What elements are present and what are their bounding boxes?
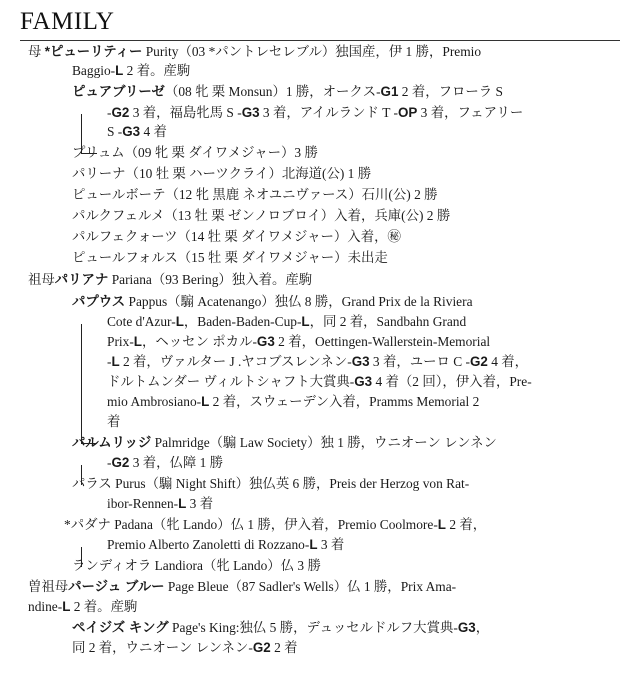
text-line <box>72 293 473 311</box>
text-segment: 2 着。産駒 <box>123 63 191 78</box>
text-line <box>28 598 137 616</box>
text-line <box>107 104 523 122</box>
text-segment: パルクフェルメ（13 牡 栗 ゼンノロブロイ）入着，兵庫(公) 2 勝 <box>72 208 451 223</box>
bracket-line <box>81 547 82 567</box>
text-line <box>72 475 469 493</box>
text-line <box>107 413 120 431</box>
text-segment: ，ヘッセン ポカル- <box>141 334 257 349</box>
bold-segment: G2 <box>252 640 271 655</box>
bold-segment: パリアナ <box>54 272 109 287</box>
bracket-line <box>81 114 82 154</box>
text-segment: Pappus（騸 Acatenango）独仏 8 勝，Grand Prix de la Riviera <box>125 294 473 309</box>
text-segment: プリュム（09 牝 栗 ダイワメジャー）3 勝 <box>72 145 318 160</box>
text-segment: パリーナ（10 牡 栗 ハーツクライ）北海道(公) 1 勝 <box>72 166 372 181</box>
text-line <box>72 62 190 80</box>
bold-segment: G3 <box>122 124 141 139</box>
bold-segment: L <box>175 314 184 329</box>
text-segment: ランディオラ Landiora（牝 Lando）仏 3 勝 <box>72 558 321 573</box>
text-line <box>107 393 479 411</box>
text-line <box>72 186 438 204</box>
text-segment: 母 <box>28 44 45 59</box>
bold-segment: G3 <box>256 334 275 349</box>
text-segment: 3 着 <box>317 537 345 552</box>
text-segment: - <box>107 354 112 369</box>
bracket-line <box>81 324 82 444</box>
text-segment: 4 着， <box>487 354 529 369</box>
text-segment: Prix- <box>107 334 134 349</box>
text-line <box>72 207 450 225</box>
bold-segment: パージュ ブルー <box>68 579 165 594</box>
bold-segment: G1 <box>380 84 399 99</box>
text-segment: ピュールフォルス（15 牡 栗 ダイワメジャー）未出走 <box>72 250 388 265</box>
text-segment: 2 着，ヴァルター J .ヤコブスレンネン- <box>119 354 352 369</box>
bold-segment: G2 <box>111 455 130 470</box>
bold-segment: G3 <box>351 354 370 369</box>
text-segment: 3 着，ユーロ C - <box>369 354 470 369</box>
bold-segment: L <box>309 537 318 552</box>
text-line <box>72 557 321 575</box>
text-line <box>72 249 388 267</box>
text-segment: 着 <box>107 414 121 429</box>
text-segment: ，Baden-Baden-Cup- <box>183 314 302 329</box>
text-segment: ピュールボーテ（12 牝 黒鹿 ネオユニヴァース）石川(公) 2 勝 <box>72 187 438 202</box>
text-segment: 2 着 <box>270 640 298 655</box>
text-segment: 2 着，Oettingen-Wallerstein-Memorial <box>274 334 491 349</box>
text-segment: Premio Alberto Zanoletti di Rozzano- <box>107 537 310 552</box>
text-line <box>107 333 490 351</box>
bold-segment: G3 <box>241 105 260 120</box>
bracket-tick <box>81 443 97 444</box>
bold-segment: L <box>62 599 71 614</box>
text-segment: パラス Purus（騸 Night Shift）独仏英 6 勝，Preis der Herzog von Rat- <box>72 476 470 491</box>
text-line <box>72 434 497 452</box>
text-line <box>72 228 401 246</box>
text-segment: ，同 2 着，Sandbahn Grand <box>309 314 467 329</box>
bold-segment: パルムリッジ <box>72 435 152 450</box>
text-line <box>107 454 223 472</box>
text-segment: S - <box>107 124 123 139</box>
text-segment: 3 着，福島牝馬 S - <box>129 105 242 120</box>
text-line <box>64 516 486 534</box>
text-line <box>28 43 481 61</box>
text-line <box>28 271 312 289</box>
text-segment: Page's King:独仏 5 勝，デュッセルドルフ大賞典- <box>168 620 458 635</box>
bold-segment: L <box>133 334 142 349</box>
text-line <box>107 123 167 141</box>
text-line <box>72 619 489 637</box>
text-line <box>107 353 528 371</box>
title-divider <box>20 40 620 41</box>
text-segment: 祖母 <box>28 272 55 287</box>
text-segment: Page Bleue（87 Sadler's Wells）仏 1 勝，Prix Ama- <box>164 579 457 594</box>
text-line <box>72 144 318 162</box>
text-segment: 曽祖母 <box>28 579 69 594</box>
bold-segment: ペイジズ キング <box>72 620 169 635</box>
text-segment: Baggio- <box>72 63 116 78</box>
text-segment: （08 牝 栗 Monsun）1 勝，オークス- <box>164 84 381 99</box>
text-segment: 3 着 <box>186 496 214 511</box>
page-title: FAMILY <box>20 8 115 35</box>
text-segment: Palmridge（騸 Law Society）独 1 勝，ウニオーン レンネン <box>151 435 497 450</box>
text-line <box>107 536 344 554</box>
text-line <box>28 578 456 596</box>
text-segment: ドルトムンダー ヴィルトシャフト大賞典- <box>107 374 355 389</box>
text-segment: ibor-Rennen- <box>107 496 179 511</box>
text-line <box>107 373 532 391</box>
text-segment: 3 着，フェアリー <box>417 105 524 120</box>
text-segment: 4 着（2 回），伊入着，Pre- <box>372 374 532 389</box>
text-segment: ndine- <box>28 599 63 614</box>
bold-segment: ピュアブリーゼ <box>72 84 165 99</box>
text-segment: 3 着，アイルランド T - <box>259 105 398 120</box>
text-segment: 4 着 <box>140 124 167 139</box>
bold-segment: G3 <box>354 374 373 389</box>
bold-segment: L <box>115 63 124 78</box>
bold-segment: G2 <box>111 105 130 120</box>
bold-segment: L <box>301 314 310 329</box>
text-segment: Cote d'Azur- <box>107 314 176 329</box>
text-segment: 3 着，仏障 1 勝 <box>129 455 224 470</box>
text-line <box>72 83 503 101</box>
bold-segment: L <box>201 394 210 409</box>
text-segment: 同 2 着，ウニオーン レンネン- <box>72 640 253 655</box>
text-line <box>107 495 213 513</box>
text-line <box>72 639 298 657</box>
bold-segment: OP <box>397 105 418 120</box>
bracket-tick <box>81 153 97 154</box>
text-segment: 2 着。産駒 <box>70 599 138 614</box>
text-segment: mio Ambrosiano- <box>107 394 202 409</box>
text-segment: パルフェクォーツ（14 牡 栗 ダイワメジャー）入着，㊙ <box>72 229 401 244</box>
bracket-line <box>81 465 82 485</box>
text-line <box>72 165 371 183</box>
text-segment: - <box>107 105 112 120</box>
text-segment: Pariana（93 Bering）独入着。産駒 <box>108 272 313 287</box>
text-segment: ， <box>475 620 490 635</box>
text-segment: 2 着，フローラ S <box>398 84 503 99</box>
text-segment: 2 着， <box>445 517 487 532</box>
bold-segment: G2 <box>470 354 488 369</box>
bold-segment: G3 <box>457 620 476 635</box>
text-segment: - <box>107 455 112 470</box>
text-segment: *パダナ Padana（牝 Lando）仏 1 勝，伊入着，Premio Coolmore- <box>64 517 438 532</box>
bold-segment: パプウス <box>72 294 126 309</box>
bold-segment: L <box>178 496 187 511</box>
text-segment: 2 着，スウェーデン入着，Pramms Memorial 2 <box>209 394 480 409</box>
bold-segment: *ピューリティー <box>44 44 143 59</box>
text-segment: Purity（03 *パントレセレブル）独国産，伊 1 勝，Premio <box>142 44 482 59</box>
bold-segment: L <box>437 517 446 532</box>
bold-segment: L <box>111 354 120 369</box>
text-line <box>107 313 466 331</box>
